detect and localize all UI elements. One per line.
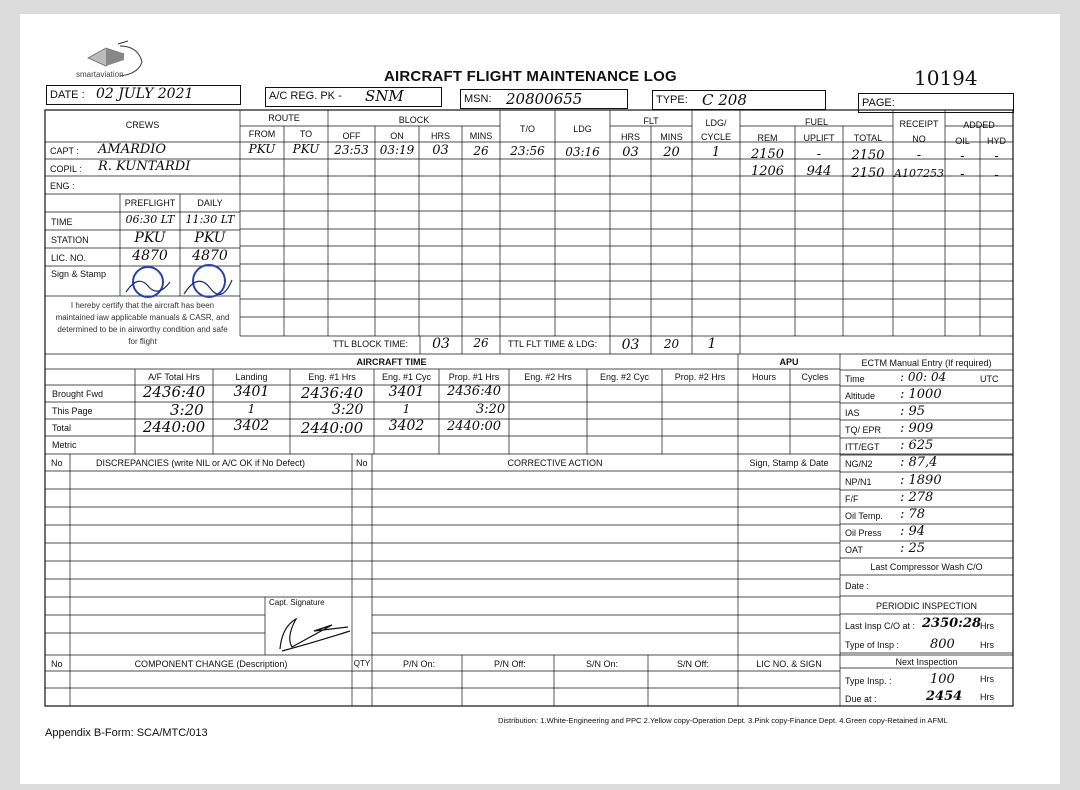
ectm-itt-value: : 625 [900,438,934,453]
component-change-header: COMPONENT CHANGE (Description) [134,659,288,669]
date-value: 02 JULY 2021 [96,86,194,102]
ectm-tq-value: : 909 [900,421,934,436]
total-eng1-cyc: 3402 [388,418,425,434]
row1-from: PKU [248,142,276,156]
row1-to-time: 23:56 [510,144,545,158]
ectm-oiltemp-value: : 78 [900,507,926,522]
col-eng1-cyc: Eng. #1 Cyc [381,372,432,382]
last-insp-hrs: Hrs [980,621,994,631]
ttl-block-hrs: 03 [432,336,450,352]
type-insp-label: Type of Insp : [845,640,900,650]
col-eng1-hrs: Eng. #1 Hrs [308,372,356,382]
preflight-station: PKU [134,230,166,246]
total-landing: 3402 [233,418,270,434]
ectm-itt-label: ITT/EGT [845,442,880,452]
row-this-page: This Page [52,406,93,416]
apu-hours-header: Hours [751,372,776,382]
due-at-hrs: Hrs [980,692,994,702]
next-inspection-header: Next Inspection [895,657,958,667]
preflight-lic: 4870 [132,248,168,264]
row1-uplift: - [816,147,822,162]
capt-name: AMARDIO [98,142,167,157]
type-label: TYPE: [656,94,688,106]
ectm-oilpress-value: : 94 [900,524,926,539]
periodic-inspection-header: PERIODIC INSPECTION [875,601,977,611]
fuel-header: FUEL [804,117,828,127]
ldg-header: LDG [573,124,592,134]
added-header: ADDED [963,120,995,130]
pn-off-header: P/N Off: [494,659,526,669]
row1-hrs: 03 [432,143,449,158]
date-label: DATE : [50,89,85,101]
copil-label: COPIL : [50,164,82,174]
flt-header: FLT [643,116,659,126]
copil-name: R. KUNTARDI [98,159,191,174]
due-at-value: 2454 [926,689,963,704]
cert-text-2: maintained iaw applicable manuals & CASR, and [55,313,230,322]
due-at-label: Due at : [845,694,877,704]
thispage-eng1-cyc: 1 [402,402,411,416]
hyd-header: HYD [986,136,1006,146]
ectm-time-label: Time [845,374,865,384]
corrective-no-header: No [356,458,368,468]
disc-no-header: No [51,458,63,468]
cert-text-3: determined to be in airworthy condition and safe [57,325,228,334]
ttl-block-mins: 26 [473,336,489,350]
appendix-label: Appendix B-Form: SCA/MTC/013 [45,727,208,739]
ectm-time-value: : 00: 04 [900,370,947,384]
qty-header: QTY [353,659,371,668]
next-type-label: Type Insp. : [845,676,892,686]
compressor-wash-label: Last Compressor Wash C/O [870,562,983,572]
hrs-header: HRS [430,131,450,141]
eng-label: ENG : [50,181,75,191]
row2-total: 2150 [851,166,885,181]
row-metric: Metric [52,440,77,450]
row1-total: 2150 [851,148,885,163]
ectm-tq-label: TQ/ EPR [845,425,882,435]
crews-header: CREWS [125,120,160,130]
form-title: AIRCRAFT FLIGHT MAINTENANCE LOG [384,68,677,85]
row1-oil: - [960,149,965,164]
sign-stamp-date-header: Sign, Stamp & Date [749,458,829,468]
lic-sign-header: LIC NO. & SIGN [756,659,822,669]
brought-eng1-hrs: 2436:40 [300,384,364,402]
ectm-oat-value: : 25 [900,541,926,556]
distribution-note: Distribution: 1.White-Engineering and PPC 2.Yellow copy-Operation Dept. 3.Pink copy-Finance Dept. 4.Green copy-Retained in AFML [498,716,948,725]
cert-text-1: I hereby certify that the aircraft has been [70,301,215,310]
row2-receipt: A107253 [894,167,944,180]
row1-receipt: - [916,148,922,163]
comp-no-header: No [51,659,63,669]
discrepancies-header: DISCREPANCIES (write NIL or A/C OK if No Defect) [96,458,306,468]
ldg-cycle-header: LDG/ CYCLE [700,118,731,142]
aircraft-time-header: AIRCRAFT TIME [356,357,427,367]
ectm-ff-label: F/F [845,494,859,504]
capt-signature-label: Capt. Signature [269,598,325,607]
cert-text-4: for flight [128,337,157,346]
ectm-ff-value: : 278 [900,490,934,505]
ectm-altitude-value: : 1000 [900,387,942,402]
serial-number: 10194 [914,66,978,90]
ectm-ng-label: NG/N2 [845,459,873,469]
col-landing: Landing [235,372,268,382]
total-header: TOTAL [853,133,883,143]
row2-hyd: - [994,168,999,183]
receipt-header: RECEIPT [899,119,939,129]
ectm-altitude-label: Altitude [845,391,876,401]
row1-flt-mins: 20 [663,145,680,160]
preflight-time: 06:30 LT [125,213,175,226]
daily-lic: 4870 [192,248,228,264]
brought-eng1-cyc: 3401 [388,384,425,400]
row2-oil: - [960,167,965,182]
corrective-action-header: CORRECTIVE ACTION [507,458,603,468]
on-header: ON [390,131,404,141]
total-eng1-hrs: 2440:00 [300,419,364,437]
thispage-eng1-hrs: 3:20 [332,402,364,418]
lic-label: LIC. NO. [51,253,87,263]
oil-header: OIL [955,136,970,146]
ectm-ias-value: : 95 [900,404,926,419]
thispage-af: 3:20 [170,401,204,419]
col-af-total: A/F Total Hrs [148,372,200,382]
last-insp-value: 2350:28 [922,616,982,631]
page-label: PAGE: [862,97,895,109]
acreg-label: A/C REG. PK - [269,90,342,102]
route-header: ROUTE [268,113,300,123]
next-type-hrs: Hrs [980,674,994,684]
row1-mins: 26 [473,144,489,158]
daily-time: 11:30 LT [185,213,235,226]
ectm-oilpress-label: Oil Press [845,528,882,538]
daily-header: DAILY [197,198,223,208]
ectm-oat-label: OAT [845,545,863,555]
receipt-no-header: NO [912,134,926,144]
from-header: FROM [248,129,276,139]
ectm-ng-value: : 87,4 [900,455,938,470]
ectm-np-label: NP/N1 [845,477,872,487]
brought-prop1: 2436:40 [446,384,501,399]
to-header: TO [299,129,313,139]
ectm-ias-label: IAS [845,408,860,418]
next-type-value: 100 [930,672,955,687]
capt-label: CAPT : [50,146,79,156]
row-brought-fwd: Brought Fwd [52,389,104,399]
time-label: TIME [51,217,73,227]
thispage-landing: 1 [247,402,256,416]
flt-hrs-header: HRS [620,132,640,142]
pn-on-header: P/N On: [403,659,436,669]
signatures-icon [118,264,238,300]
type-value: C 208 [702,91,747,109]
row1-on: 03:19 [379,143,415,157]
compressor-date-label: Date : [845,581,870,591]
col-prop1-hrs: Prop. #1 Hrs [448,372,500,382]
brought-landing: 3401 [233,384,270,400]
msn-value: 20800655 [506,90,583,108]
to-time-header: T/O [520,124,535,134]
row2-uplift: 944 [806,164,832,179]
row1-hyd: - [994,149,999,164]
preflight-header: PREFLIGHT [124,198,176,208]
ttl-flt-label: TTL FLT TIME & LDG: [508,339,598,349]
off-header: OFF [342,131,361,141]
uplift-header: UPLIFT [803,133,835,143]
row1-cycle: 1 [711,145,721,160]
ectm-oiltemp-label: Oil Temp. [845,511,883,521]
row2-rem: 1206 [750,164,785,179]
type-insp-value: 800 [930,637,955,652]
row-total: Total [52,423,72,433]
rem-header: REM [757,133,778,143]
row1-flt-hrs: 03 [622,145,639,160]
col-prop2-hrs: Prop. #2 Hrs [674,372,726,382]
sign-stamp-label: Sign & Stamp [51,269,107,279]
flt-mins-header: MINS [660,132,683,142]
daily-station: PKU [194,230,226,246]
ectm-np-value: : 1890 [900,473,942,488]
ttl-block-label: TTL BLOCK TIME: [333,339,409,349]
apu-cycles-header: Cycles [801,372,829,382]
sn-off-header: S/N Off: [677,659,709,669]
logo-text: smartaviation [76,70,124,79]
col-eng2-cyc: Eng. #2 Cyc [599,372,650,382]
thispage-prop1: 3:20 [476,402,506,417]
total-prop1: 2440:00 [446,419,501,434]
sn-on-header: S/N On: [586,659,619,669]
row1-to: PKU [292,142,320,156]
ectm-title: ECTM Manual Entry (If required) [861,358,992,368]
type-insp-hrs: Hrs [980,640,994,650]
station-label: STATION [51,235,89,245]
col-eng2-hrs: Eng. #2 Hrs [524,372,572,382]
ttl-ldg: 1 [707,336,717,352]
mins-header: MINS [469,131,493,141]
ttl-flt-hrs: 03 [621,337,640,353]
total-af: 2440:00 [142,418,206,436]
row1-ldg: 03:16 [565,145,600,159]
row1-off: 23:53 [334,143,369,157]
ectm-utc: UTC [980,374,999,384]
apu-header: APU [779,357,799,367]
brought-af: 2436:40 [142,383,206,401]
row1-rem: 2150 [750,147,785,162]
msn-label: MSN: [464,93,492,105]
acreg-value: SNM [365,87,404,105]
captain-signature-icon [272,605,352,653]
block-header: BLOCK [398,115,430,125]
ttl-flt-mins: 20 [663,337,680,351]
last-insp-label: Last Insp C/O at : [845,621,916,631]
